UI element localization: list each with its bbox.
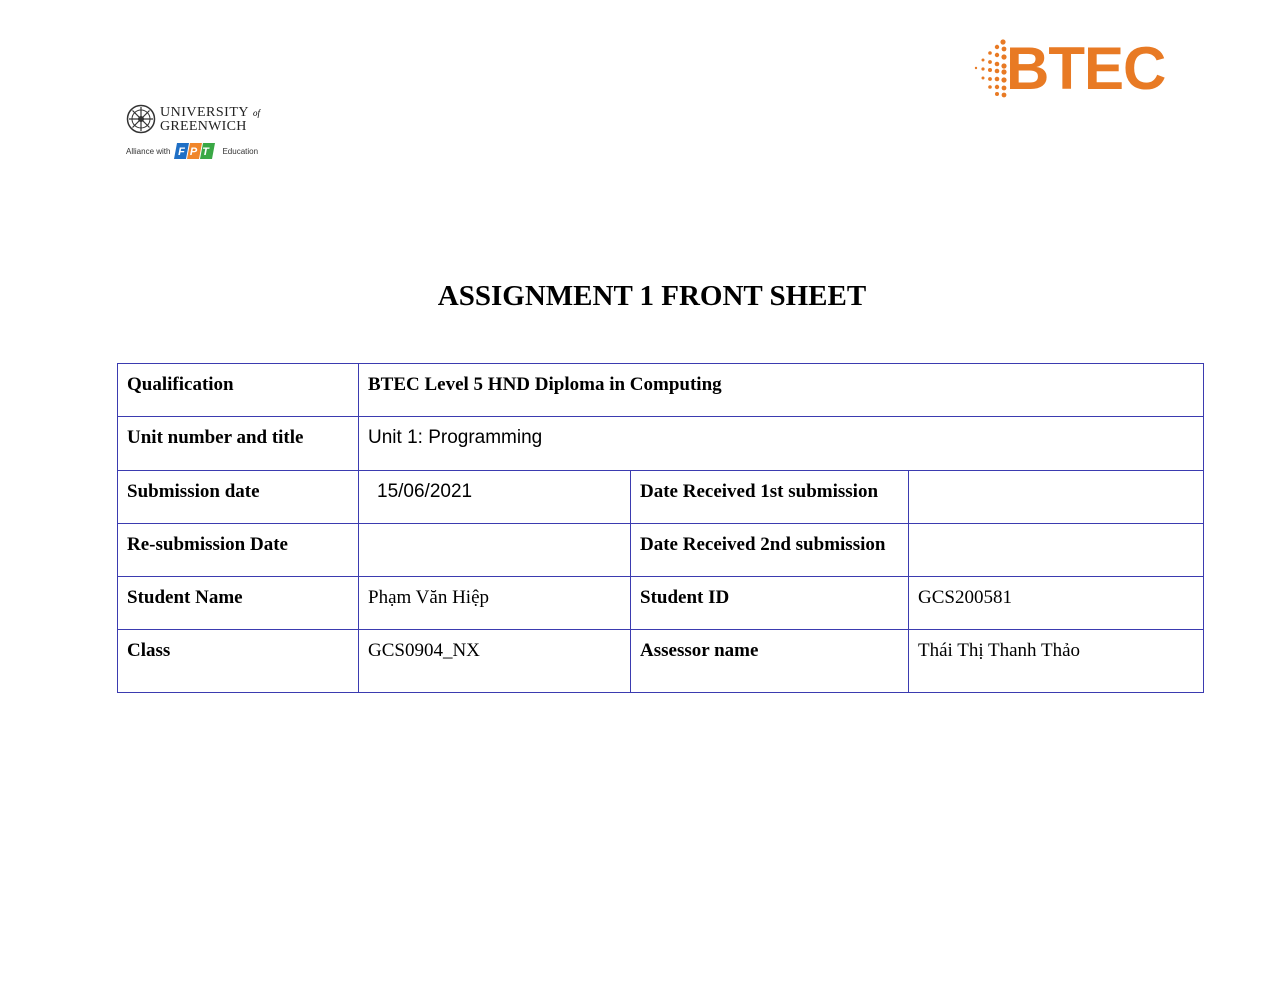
student-name-label: Student Name — [118, 577, 359, 630]
university-name-line2: GREENWICH — [160, 118, 247, 134]
resubmission-date-value — [359, 524, 631, 577]
unit-label: Unit number and title — [118, 417, 359, 471]
assessor-name-label: Assessor name — [631, 630, 909, 693]
university-seal-icon — [126, 104, 156, 134]
date-received-2nd-value — [909, 524, 1204, 577]
table-row-student — [118, 577, 1204, 630]
qualification-label: Qualification — [118, 364, 359, 417]
university-of-greenwich-logo — [126, 104, 266, 174]
table-row-qualification — [118, 364, 1204, 417]
assessor-name-value: Thái Thị Thanh Thảo — [909, 630, 1204, 693]
student-name-value: Phạm Văn Hiệp — [359, 577, 631, 630]
fpt-logo-text: FPT — [178, 146, 215, 158]
qualification-value: BTEC Level 5 HND Diploma in Computing — [359, 364, 1204, 417]
table-row-submission — [118, 471, 1204, 524]
date-received-2nd-label: Date Received 2nd submission — [631, 524, 909, 577]
student-id-label: Student ID — [631, 577, 909, 630]
alliance-prefix: Alliance with — [126, 146, 171, 156]
submission-date-label: Submission date — [118, 471, 359, 524]
university-name-line1: UNIVERSITY of — [160, 104, 261, 120]
alliance-suffix: Education — [222, 146, 259, 156]
front-sheet-table — [117, 363, 1204, 693]
table-row-unit — [118, 417, 1204, 471]
student-id-value: GCS200581 — [909, 577, 1204, 630]
table-row-class — [118, 630, 1204, 693]
submission-date-value: 15/06/2021 — [359, 471, 631, 524]
btec-logo-text: BTEC — [1006, 35, 1166, 102]
class-value: GCS0904_NX — [359, 630, 631, 693]
btec-logo — [970, 35, 1170, 102]
table-row-resubmission — [118, 524, 1204, 577]
class-label: Class — [118, 630, 359, 693]
resubmission-date-label: Re-submission Date — [118, 524, 359, 577]
page-title: ASSIGNMENT 1 FRONT SHEET — [437, 280, 867, 312]
btec-dots-icon — [970, 38, 1010, 100]
unit-value: Unit 1: Programming — [359, 417, 1204, 471]
date-received-1st-value — [909, 471, 1204, 524]
alliance-line — [126, 142, 266, 160]
date-received-1st-label: Date Received 1st submission — [631, 471, 909, 524]
fpt-logo-icon — [174, 142, 218, 160]
